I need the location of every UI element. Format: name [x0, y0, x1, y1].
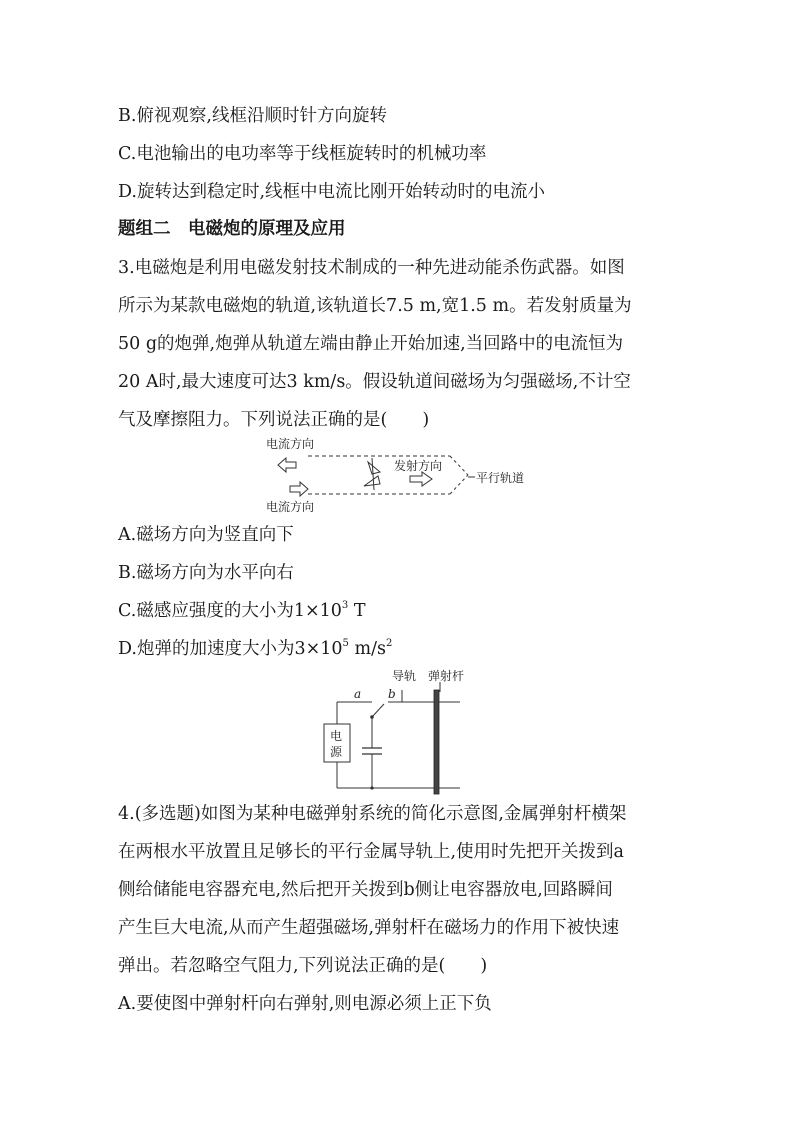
- launch-direction-label: 发射方向: [394, 459, 443, 473]
- launch-arrow-icon: [410, 472, 432, 486]
- q4-stem-line-3: 侧给储能电容器充电,然后把开关拨到b侧让电容器放电,回路瞬间: [118, 880, 613, 900]
- current-arrow-right-icon: [290, 482, 308, 496]
- q3-stem-line-2: 所示为某款电磁炮的轨道,该轨道长7.5 m,宽1.5 m。若发射质量为: [118, 296, 632, 316]
- q3-option-c: C.磁感应强度的大小为$1\times 10^3$ T: [118, 600, 366, 621]
- q2-option-d: D.旋转达到稳定时,线框中电流比刚开始转动时的电流小: [118, 182, 546, 202]
- q3-option-a: A.磁场方向为竖直向下: [118, 525, 294, 545]
- q4-stem-line-5: 弹出。若忽略空气阻力,下列说法正确的是( ): [118, 956, 488, 976]
- current-direction-top-label: 电流方向: [266, 437, 315, 451]
- terminal-a-label: a: [354, 687, 362, 701]
- parallel-rails-label: 平行轨道: [476, 471, 525, 485]
- current-direction-bottom-label: 电流方向: [266, 500, 315, 514]
- section-heading: 题组二 电磁炮的原理及应用: [118, 219, 346, 239]
- terminal-b-label: b: [388, 687, 396, 701]
- q3-stem-line-5: 气及摩擦阻力。下列说法正确的是( ): [118, 410, 430, 430]
- q3-stem-line-3: 50 g的炮弹,炮弹从轨道左端由静止开始加速,当回路中的电流恒为: [118, 334, 624, 354]
- ejection-circuit-figure: [318, 666, 468, 796]
- ejector-rod: [434, 690, 439, 794]
- q2-option-b: B.俯视观察,线框沿顺时针方向旋转: [118, 106, 387, 126]
- q3-stem-line-4: 20 A时,最大速度可达3 km/s。假设轨道间磁场为匀强磁场,不计空: [118, 372, 631, 392]
- switch-icon: [370, 704, 384, 719]
- current-arrow-left-icon: [278, 458, 296, 472]
- q4-stem-line-4: 产生巨大电流,从而产生超强磁场,弹射杆在磁场力的作用下被快速: [118, 918, 620, 938]
- guide-rail-label: 导轨: [392, 669, 417, 683]
- q3-option-b: B.磁场方向为水平向右: [118, 563, 294, 583]
- q4-option-a: A.要使图中弹射杆向右弹射,则电源必须上正下负: [118, 994, 492, 1014]
- q4-stem-line-2: 在两根水平放置且足够长的平行金属导轨上,使用时先把开关拨到a: [118, 842, 624, 862]
- capacitor-icon: [362, 748, 382, 754]
- power-source-label-2: 源: [330, 745, 343, 759]
- q3-stem-line-1: 3.电磁炮是利用电磁发射技术制成的一种先进动能杀伤武器。如图: [118, 258, 625, 278]
- power-source-label-1: 电: [330, 729, 343, 743]
- railgun-figure: [260, 436, 550, 516]
- ejector-rod-label: 弹射杆: [428, 669, 465, 683]
- projectile-icon: [364, 458, 380, 490]
- q4-stem-line-1: 4.(多选题)如图为某种电磁弹射系统的简化示意图,金属弹射杆横架: [118, 804, 627, 824]
- q2-option-c: C.电池输出的电功率等于线框旋转时的机械功率: [118, 144, 487, 164]
- q3-option-d: D.炮弹的加速度大小为$3\times 10^5$ $m/s^2$: [118, 638, 393, 659]
